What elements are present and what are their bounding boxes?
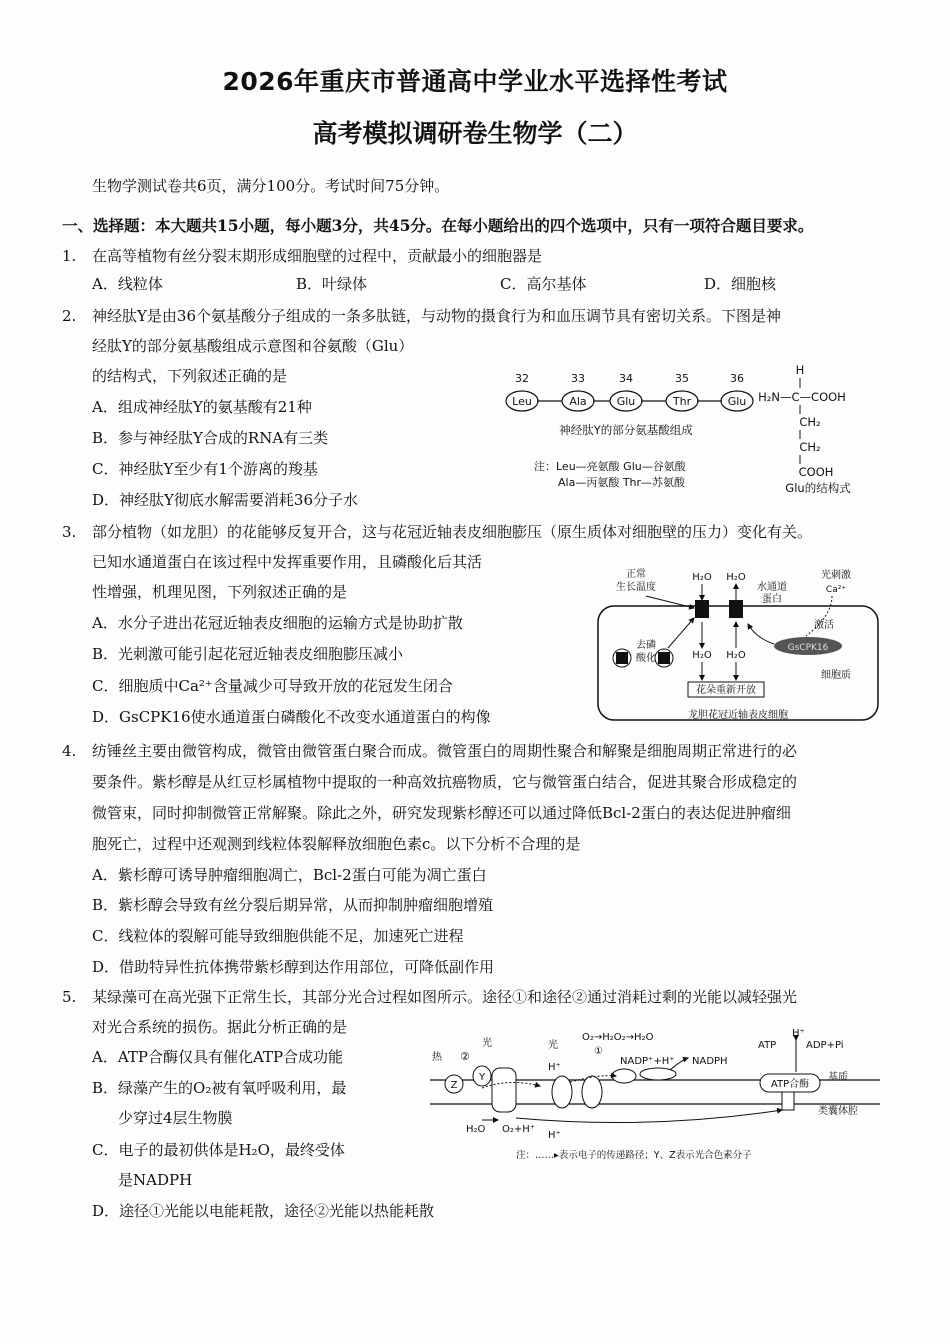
q2-option-a: A．组成神经肽Y的氨基酸有21种 <box>92 398 312 416</box>
svg-text:O₂+H⁺: O₂+H⁺ <box>502 1124 536 1135</box>
q2-stem-line2: 经肽Y的部分氨基酸组成示意图和谷氨酸（Glu） <box>92 337 414 355</box>
svg-text:Ala: Ala <box>569 395 587 408</box>
svg-text:NADPH: NADPH <box>692 1056 728 1067</box>
figure-caption: 神经肽Y的部分氨基酸组成 <box>559 423 693 437</box>
o2-chain: O₂→H₂O₂→H₂O <box>582 1032 654 1043</box>
neuropeptide-figure <box>496 340 886 505</box>
svg-text:酸化: 酸化 <box>636 653 656 664</box>
q3-number: 3. <box>62 523 77 541</box>
q1-number: 1. <box>62 247 77 265</box>
q4-option-c: C．线粒体的裂解可能导致细胞供能不足，加速死亡进程 <box>92 927 464 945</box>
q1-option-b: B．叶绿体 <box>296 275 368 293</box>
svg-text:H₂O: H₂O <box>726 572 746 583</box>
figure-note-2: Ala—丙氨酸 Thr—苏氨酸 <box>558 476 686 489</box>
svg-text:光刺激: 光刺激 <box>821 570 851 581</box>
pigment-z: Z <box>450 1080 458 1091</box>
q4-stem-line2: 要条件。紫杉醇是从红豆杉属植物中提取的一种高效抗癌物质，它与微管蛋白结合，促进其聚合形成稳定的 <box>92 773 798 791</box>
q3-stem-line3: 性增强，机理见图，下列叙述正确的是 <box>92 583 348 601</box>
q4-option-a: A．紫杉醇可诱导肿瘤细胞凋亡，Bcl-2蛋白可能为凋亡蛋白 <box>92 866 487 884</box>
svg-text:生长温度: 生长温度 <box>616 582 656 593</box>
svg-text:H₂O: H₂O <box>466 1124 486 1135</box>
q5-option-a: A．ATP合酶仅具有催化ATP合成功能 <box>92 1048 344 1066</box>
section-heading: 一、选择题：本大题共15小题，每小题3分，共45分。在每小题给出的四个选项中，只有一项符合题目要求。 <box>62 216 814 235</box>
svg-text:蛋白: 蛋白 <box>762 594 782 605</box>
svg-text:H₂O: H₂O <box>726 650 746 661</box>
svg-text:基质: 基质 <box>828 1072 848 1083</box>
glu-ch2-b: CH₂ <box>799 440 821 454</box>
exam-subtitle: 高考模拟调研卷生物学（二） <box>312 119 638 148</box>
glu-main: H₂N—C—COOH <box>758 390 846 404</box>
q5-option-c: C．电子的最初供体是H₂O，最终受体 <box>92 1141 345 1159</box>
q1-option-a: A．线粒体 <box>92 275 163 293</box>
glu-cooh: COOH <box>798 465 834 479</box>
pos-34: 34 <box>619 372 633 385</box>
glu-caption: Glu的结构式 <box>785 481 851 495</box>
svg-text:激活: 激活 <box>814 620 834 631</box>
q5-stem-line1: 某绿藻可在高光强下正常生长，其部分光合过程如图所示。途径①和途径②通过消耗过剩的光能以减轻强光 <box>92 988 798 1006</box>
q2-stem-line3: 的结构式，下列叙述正确的是 <box>92 367 288 385</box>
svg-text:NADP⁺+H⁺: NADP⁺+H⁺ <box>620 1056 675 1067</box>
q1-stem: 在高等植物有丝分裂末期形成细胞壁的过程中，贡献最小的细胞器是 <box>92 247 543 265</box>
exam-intro: 生物学测试卷共6页，满分100分。考试时间75分钟。 <box>92 177 450 195</box>
q5-option-c-cont: 是NADPH <box>118 1171 193 1189</box>
figure-note: 注：……▸表示电子的传递路径；Y、Z表示光合色素分子 <box>516 1150 752 1161</box>
q4-stem-line3: 微管束，同时抑制微管正常解聚。除此之外，研究发现紫杉醇还可以通过降低Bcl-2蛋白的表达促进肿瘤细 <box>92 804 791 822</box>
q1-option-c: C．高尔基体 <box>500 275 587 293</box>
aquaporin-figure <box>596 566 886 724</box>
q5-stem-line2: 对光合系统的损伤。据此分析正确的是 <box>92 1018 348 1036</box>
heat-label: 热 <box>432 1052 442 1063</box>
pos-35: 35 <box>675 372 689 385</box>
q4-number: 4. <box>62 742 77 760</box>
glu-h: H <box>795 363 805 377</box>
q4-stem-line1: 纺锤丝主要由微管构成，微管由微管蛋白聚合而成。微管蛋白的周期性聚合和解聚是细胞周期正常进行的必 <box>92 742 798 760</box>
svg-text:Glu: Glu <box>616 395 636 408</box>
q5-option-d: D．途径①光能以电能耗散，途径②光能以热能耗散 <box>92 1202 435 1220</box>
q2-option-d: D．神经肽Y彻底水解需要消耗36分子水 <box>92 491 359 509</box>
q5-option-b: B．绿藻产生的O₂被有氧呼吸利用，最 <box>92 1079 347 1097</box>
svg-text:H⁺: H⁺ <box>548 1062 561 1073</box>
aquaporin-1 <box>695 600 709 618</box>
exam-title: 2026年重庆市普通高中学业水平选择性考试 <box>222 67 728 96</box>
q2-stem-line1: 神经肽Y是由36个氨基酸分子组成的一条多肽链，与动物的摄食行为和血压调节具有密切关系。下图是神 <box>92 307 781 325</box>
svg-text:GsCPK16: GsCPK16 <box>787 643 829 653</box>
q3-option-c: C．细胞质中Ca²⁺含量减少可导致开放的花冠发生闭合 <box>92 677 453 695</box>
q3-stem-line1: 部分植物（如龙胆）的花能够反复开合，这与花冠近轴表皮细胞膨压（原生质体对细胞壁的压力）变化有关。 <box>92 523 813 541</box>
svg-text:H₂O: H₂O <box>692 572 712 583</box>
svg-text:ADP+Pi: ADP+Pi <box>806 1040 844 1051</box>
svg-text:H⁺: H⁺ <box>548 1130 561 1141</box>
q5-number: 5. <box>62 988 77 1006</box>
cell-caption: 龙胆花冠近轴表皮细胞 <box>688 710 788 721</box>
svg-text:光: 光 <box>548 1040 558 1051</box>
svg-text:H₂O: H₂O <box>692 650 712 661</box>
pos-32: 32 <box>515 372 529 385</box>
svg-text:光: 光 <box>482 1038 492 1049</box>
aquaporin-2 <box>729 600 743 618</box>
lumen-label: 类囊体腔 <box>818 1106 858 1117</box>
svg-text:细胞质: 细胞质 <box>821 670 851 681</box>
svg-text:①: ① <box>594 1046 603 1057</box>
glu-ch2-a: CH₂ <box>799 415 821 429</box>
q5-option-b-cont: 少穿过4层生物膜 <box>118 1109 233 1127</box>
q2-option-b: B．参与神经肽Y合成的RNA有三类 <box>92 429 329 447</box>
q3-option-b: B．光刺激可能引起花冠近轴表皮细胞膨压减小 <box>92 645 404 663</box>
q2-option-c: C．神经肽Y至少有1个游离的羧基 <box>92 460 318 478</box>
svg-text:Thr: Thr <box>672 395 692 408</box>
thylakoid-figure <box>420 1018 890 1164</box>
reopen-label: 花朵重新开放 <box>696 685 756 696</box>
svg-text:H⁺: H⁺ <box>792 1028 805 1039</box>
pigment-y: Y <box>478 1072 486 1083</box>
svg-text:Leu: Leu <box>512 395 532 408</box>
svg-text:正常: 正常 <box>626 569 646 580</box>
svg-text:去磷: 去磷 <box>636 640 656 651</box>
q4-option-b: B．紫杉醇会导致有丝分裂后期异常，从而抑制肿瘤细胞增殖 <box>92 896 494 914</box>
q3-option-a: A．水分子进出花冠近轴表皮细胞的运输方式是协助扩散 <box>92 614 463 632</box>
svg-text:Glu: Glu <box>727 395 747 408</box>
q3-option-d: D．GsCPK16使水通道蛋白磷酸化不改变水通道蛋白的构像 <box>92 708 491 726</box>
pos-36: 36 <box>730 372 744 385</box>
svg-text:ATP: ATP <box>758 1040 777 1051</box>
q4-stem-line4: 胞死亡，过程中还观测到线粒体裂解释放细胞色素c。以下分析不合理的是 <box>92 835 581 853</box>
atp-synthase-label: ATP合酶 <box>770 1079 810 1090</box>
figure-note-1: 注：Leu—亮氨酸 Glu—谷氨酸 <box>534 460 686 473</box>
pos-33: 33 <box>571 372 585 385</box>
q4-option-d: D．借助特异性抗体携带紫杉醇到达作用部位，可降低副作用 <box>92 958 495 976</box>
svg-text:水通道: 水通道 <box>757 582 787 593</box>
svg-text:②: ② <box>460 1050 470 1063</box>
svg-text:Ca²⁺: Ca²⁺ <box>825 585 847 595</box>
q2-number: 2. <box>62 307 77 325</box>
q3-stem-line2: 已知水通道蛋白在该过程中发挥重要作用，且磷酸化后其活 <box>92 553 483 571</box>
q1-option-d: D．细胞核 <box>704 275 777 293</box>
